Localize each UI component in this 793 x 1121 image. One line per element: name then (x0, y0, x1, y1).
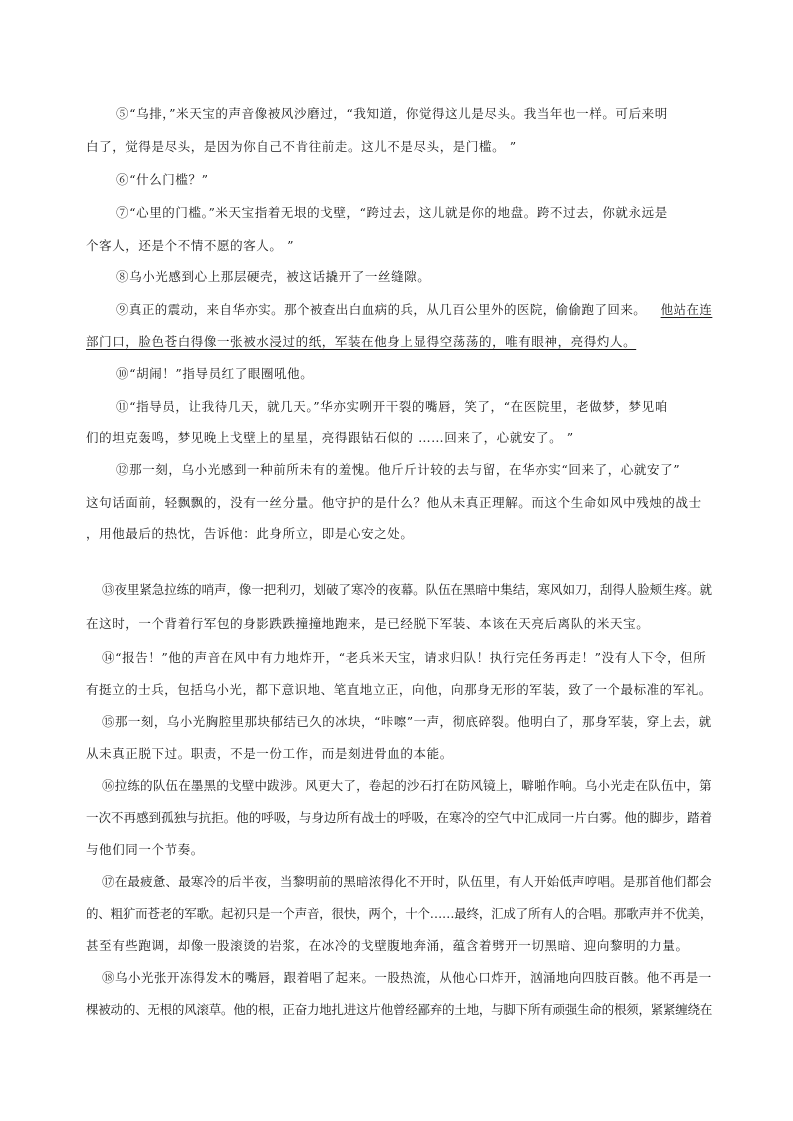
paragraph-line: ⑱乌小光张开冻得发木的嘴唇，跟着唱了起来。一股热流，从他心口炸开，汹涌地向四肢百骸。他不再是一 (102, 970, 712, 985)
paragraph-line: 甚至有些跑调，却像一股滚烫的岩浆，在冰冷的戈壁腹地奔涌，蕴含着劈开一切黑暗、迎向黎明的力量。 (86, 938, 689, 953)
paragraph-line: 的、粗犷而苍老的军歌。起初只是一个声音，很快，两个，十个……最终，汇成了所有人的合唱。那歌声并不优美， (86, 906, 713, 921)
paragraph-line: ⑧乌小光感到心上那层硬壳，被这话撬开了一丝缝隙。 (116, 269, 431, 284)
paragraph-line: ⑮那一刻，乌小光胸腔里那块郁结已久的冰块，“咔嚓”一声，彻底碎裂。他明白了，那身军装，穿上去，就 (102, 714, 712, 729)
paragraph-line: 们的坦克轰鸣，梦见晚上戈壁上的星星，亮得跟钻石似的 ……回来了，心就安了。 ” (86, 430, 574, 445)
paragraph-line: 棵被动的、无根的风滚草。他的根，正奋力地扎进这片他曾经鄙弃的土地，与脚下所有顽强生命的根须，紧紧缠绕在 (86, 1002, 713, 1017)
paragraph-line: ，用他最后的热忱，告诉他：此身所立，即是心安之处。 (86, 526, 414, 541)
paragraph-line: 与他们同一个节奏。 (86, 842, 204, 857)
underlined-text: 他站在连 (660, 302, 713, 317)
paragraph-line (116, 302, 712, 318)
paragraph-line: ⑭“报告！”他的声音在风中有力地炸开，“老兵米天宝，请求归队！执行完任务再走！”没有人下令，但所 (102, 650, 707, 665)
paragraph-line: 个客人，还是个不情不愿的客人。 ” (86, 238, 295, 253)
paragraph-line-text: ⑨真正的震动，来自华亦实。那个被查出白血病的兵，从几百公里外的医院，偷偷跑了回来。 (116, 302, 647, 317)
paragraph-line: 一次不再感到孤独与抗拒。他的呼吸，与身边所有战士的呼吸，在寒冷的空气中汇成同一片白雾。他的脚步，踏着 (86, 810, 713, 825)
paragraph-line: ⑫那一刻，乌小光感到一种前所未有的羞愧。他斤斤计较的去与留，在华亦实“回来了，心就安了” (116, 462, 681, 477)
paragraph-line: 这句话面前，轻飘飘的，没有一丝分量。他守护的是什么？他从未真正理解。而这个生命如风中残烛的战士 (86, 495, 702, 510)
paragraph-line: ⑩“胡闹！”指导员红了眼圈吼他。 (116, 366, 314, 381)
paragraph-line: ⑤“乌排，”米天宝的声音像被风沙磨过，“我知道，你觉得这儿是尽头。我当年也一样。可后来明 (116, 106, 668, 121)
paragraph-line: ⑯拉练的队伍在墨黑的戈壁中跋涉。风更大了，卷起的沙石打在防风镜上，噼啪作响。乌小光走在队伍中，第 (102, 778, 712, 793)
paragraph-line: 有挺立的士兵，包括乌小光，都下意识地、笔直地立正，向他，向那身无形的军装，致了一个最标准的军礼。 (86, 682, 712, 697)
paragraph-line: 在这时，一个背着行军包的身影跌跌撞撞地跑来，是已经脱下军装、本该在天亮后离队的米天宝。 (86, 616, 650, 631)
paragraph-line: 白了，觉得是尽头，是因为你自己不肯往前走。这儿不是尽头，是门槛。 ” (86, 139, 517, 154)
underlined-text: 部门口，脸色苍白得像一张被水浸过的纸，军装在他身上显得空荡荡的，唯有眼神，亮得灼人。 (86, 334, 637, 349)
paragraph-line: ⑪“指导员，让我待几天，就几天。”华亦实咧开干裂的嘴唇，笑了，“在医院里，老做梦，梦见咱 (116, 399, 668, 414)
paragraph-line: ⑦“心里的门槛。”米天宝指着无垠的戈壁，“跨过去，这儿就是你的地盘。跨不过去，你就永远是 (116, 205, 668, 220)
paragraph-line: ⑬夜里紧急拉练的哨声，像一把利刃，划破了寒冷的夜幕。队伍在黑暗中集结，寒风如刀，刮得人脸颊生疼。就 (102, 582, 712, 597)
paragraph-line: 从未真正脱下过。职责，不是一份工作，而是刻进骨血的本能。 (86, 746, 453, 761)
paragraph-line: ⑰在最疲惫、最寒冷的后半夜，当黎明前的黑暗浓得化不开时，队伍里，有人开始低声哼唱。是那首他们都会 (102, 874, 712, 889)
paragraph-line: ⑥“什么门槛？” (116, 172, 209, 187)
